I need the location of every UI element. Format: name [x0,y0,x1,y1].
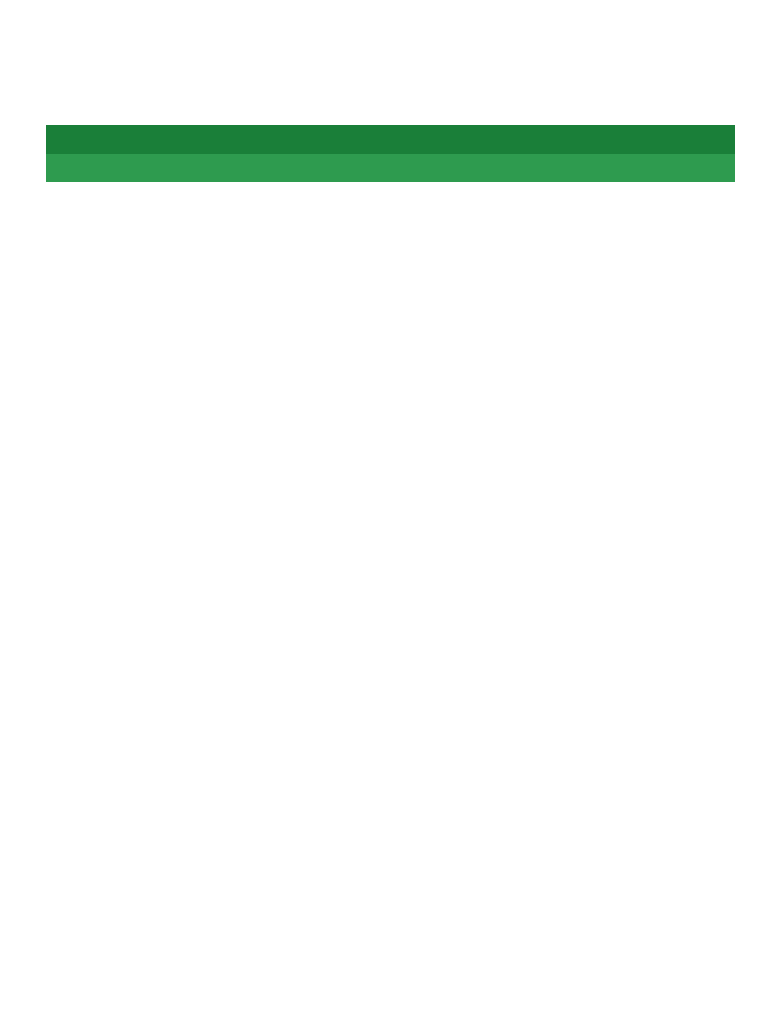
table-row [47,181,735,182]
learnkey-logo [46,46,52,72]
header-term [47,126,160,154]
term-cell [47,181,160,182]
glossary-table [46,125,735,182]
definition-cell [160,181,735,182]
table-header-row [47,126,735,154]
header-definition [160,126,735,154]
